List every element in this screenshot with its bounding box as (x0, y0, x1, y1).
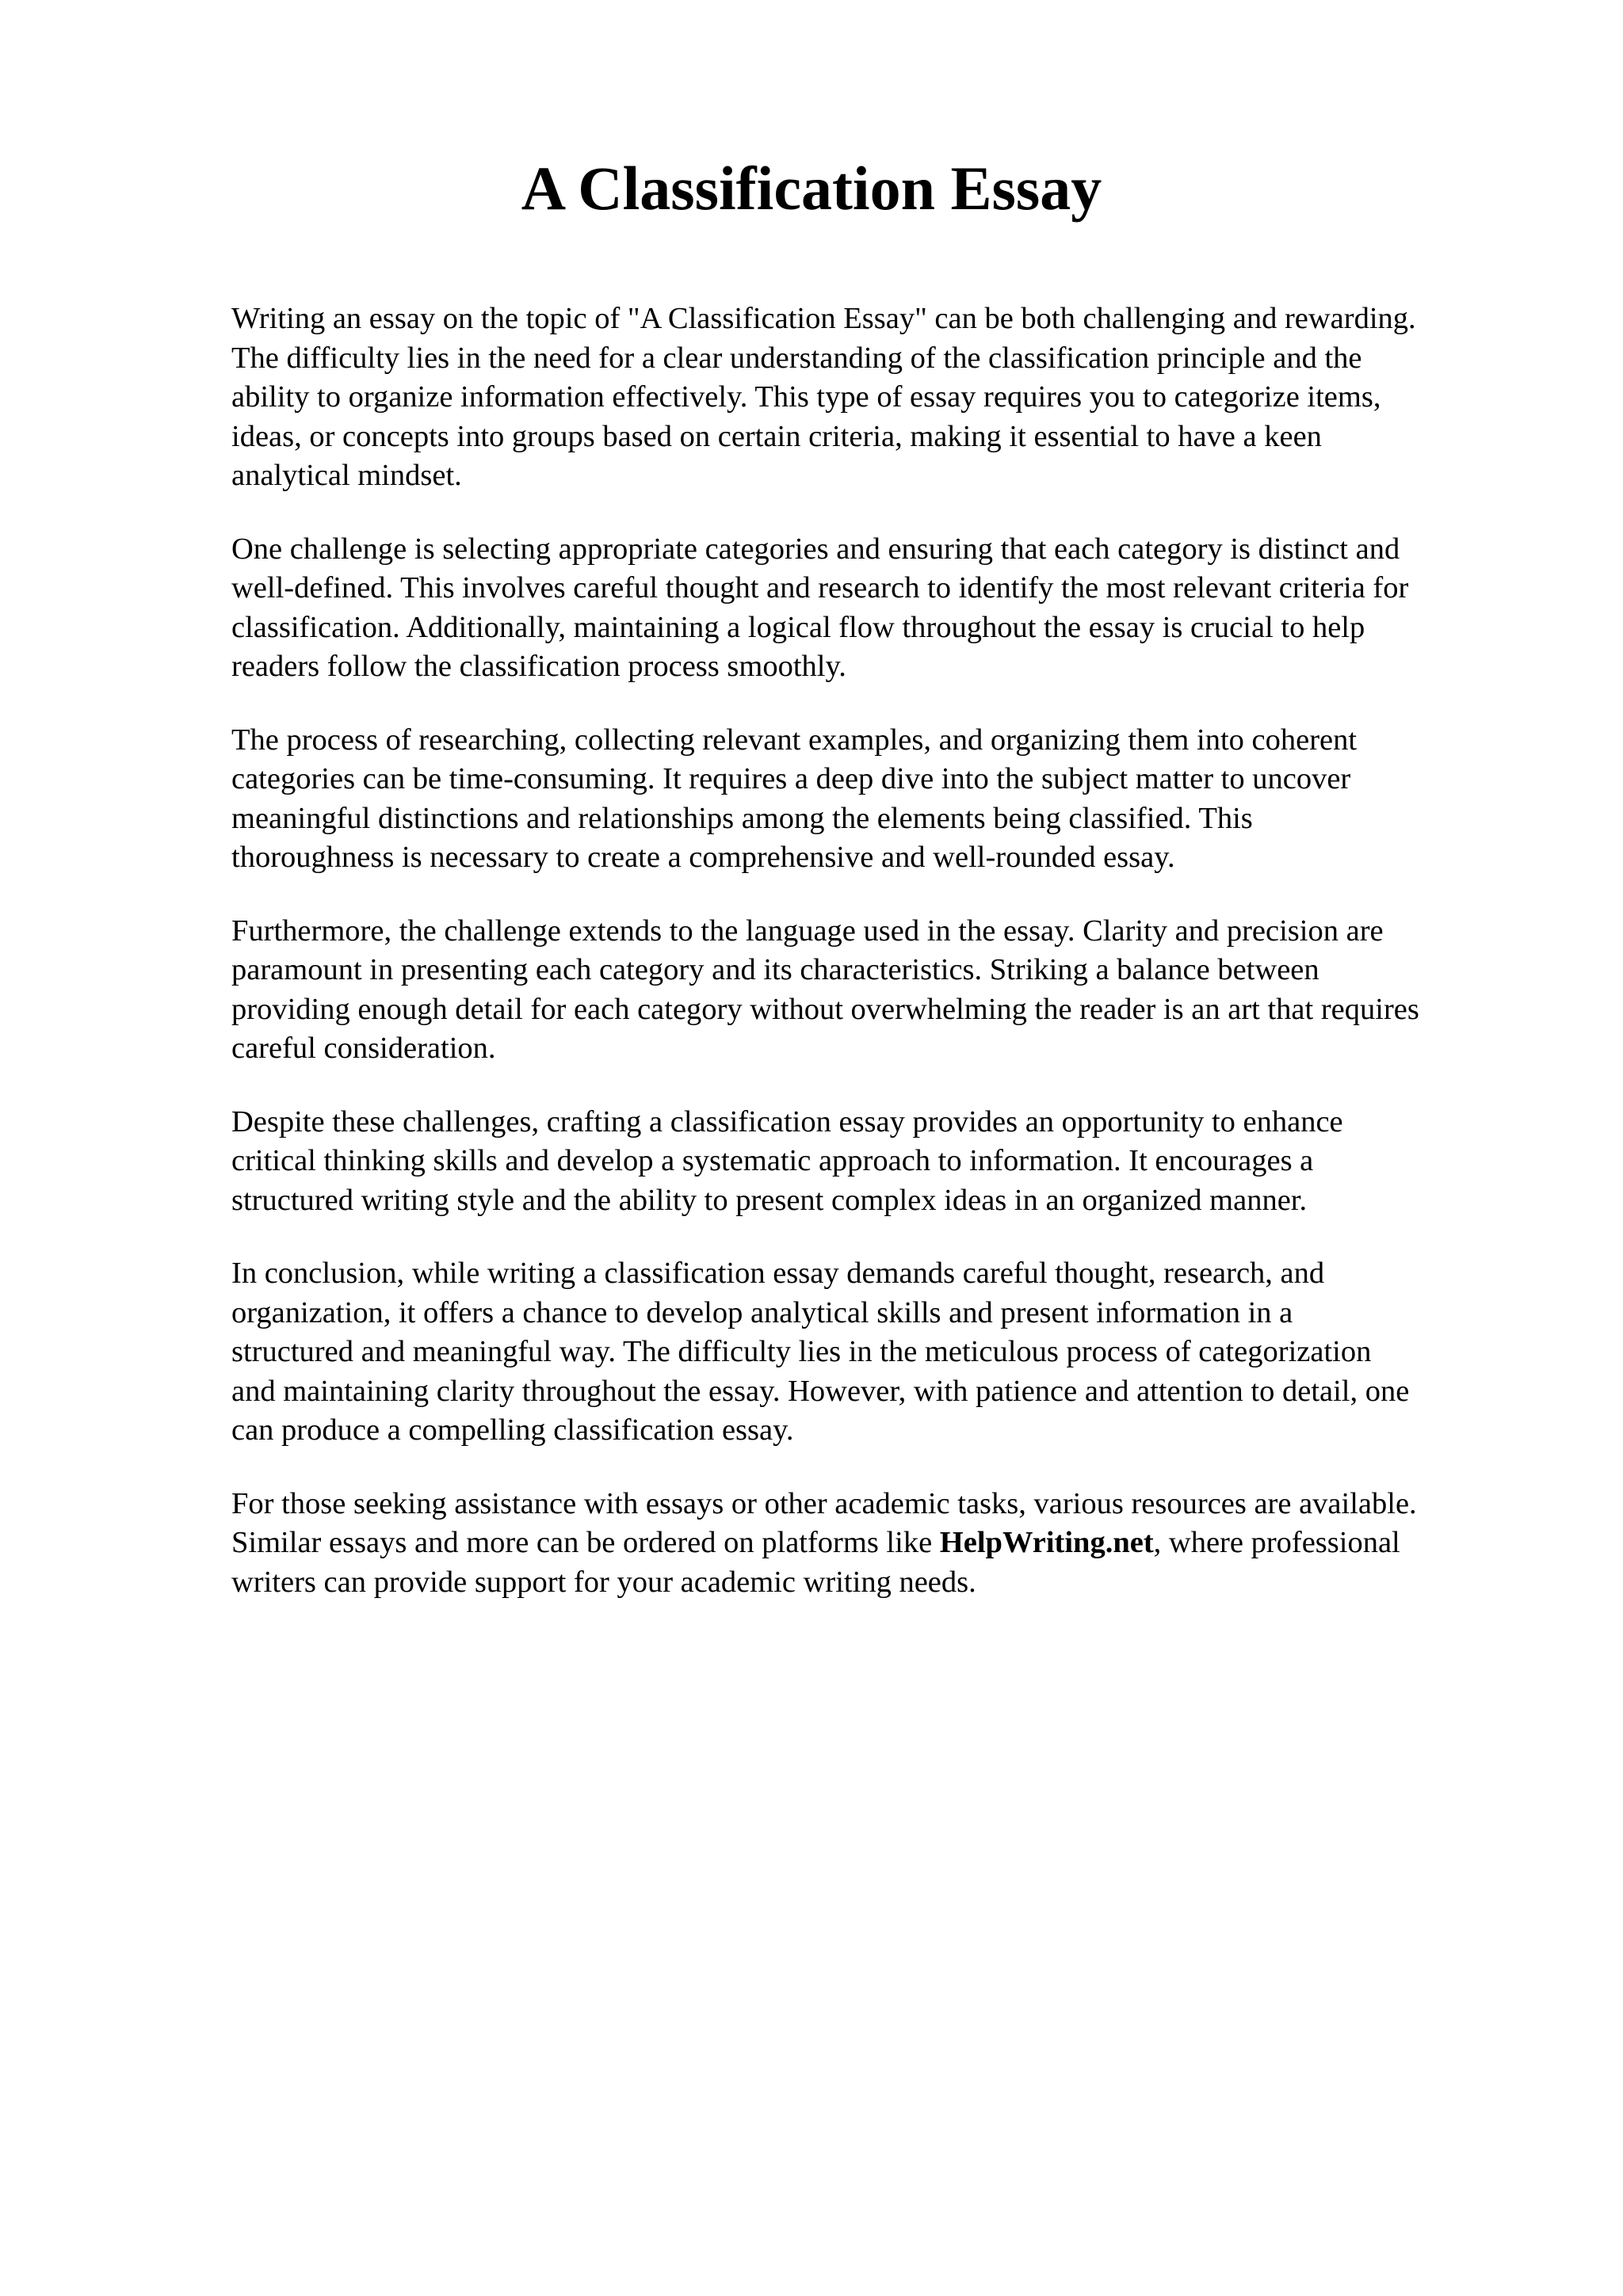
closing-paragraph (231, 1485, 1531, 1603)
text-line: can produce a compelling classification essay. (231, 1413, 794, 1447)
text-line: In conclusion, while writing a classification essay demands careful thought, research, and (231, 1257, 1325, 1290)
text-line: providing enough detail for each category without overwhelming the reader is an art that requires (231, 992, 1419, 1026)
document-title: A Classification Essay (521, 154, 1102, 223)
text-line: classification. Additionally, maintaining a logical flow throughout the essay is crucial to help (231, 610, 1365, 644)
helpwriting-link[interactable]: HelpWriting.net (939, 1526, 1154, 1559)
text-line: The process of researching, collecting relevant examples, and organizing them into coherent (231, 723, 1358, 757)
text-line: writers can provide support for your academic writing needs. (231, 1565, 976, 1599)
text-fragment: , where professional (1153, 1526, 1400, 1559)
paragraph-4 (231, 912, 1531, 1069)
text-line: For those seeking assistance with essays or other academic tasks, various resources are available. (231, 1486, 1417, 1520)
text-line: Furthermore, the challenge extends to the language used in the essay. Clarity and precision are (231, 913, 1384, 948)
paragraph-3 (231, 721, 1531, 878)
text-line: meaningful distinctions and relationships among the elements being classified. This (231, 801, 1253, 835)
paragraph-5 (231, 1103, 1531, 1221)
text-line: ability to organize information effectively. This type of essay requires you to categorize items, (231, 380, 1381, 414)
text-line: ideas, or concepts into groups based on certain criteria, making it essential to have a keen (231, 419, 1322, 453)
paragraph-6 (231, 1254, 1531, 1451)
text-line: organization, it offers a chance to develop analytical skills and present information in a (231, 1295, 1293, 1329)
text-line: Despite these challenges, crafting a classification essay provides an opportunity to enhance (231, 1104, 1343, 1138)
text-line: critical thinking skills and develop a systematic approach to information. It encourages a (231, 1144, 1314, 1177)
text-line: structured and meaningful way. The difficulty lies in the meticulous process of categorization (231, 1335, 1372, 1368)
text-line: and maintaining clarity throughout the essay. However, with patience and attention to detail, one (231, 1374, 1410, 1408)
document-body (231, 299, 1531, 1636)
text-fragment: Similar essays and more can be ordered on platforms like (231, 1526, 940, 1559)
text-line: paramount in presenting each category and its characteristics. Striking a balance between (231, 953, 1319, 986)
text-line: categories can be time-consuming. It requires a deep dive into the subject matter to uncover (231, 762, 1351, 795)
text-line: The difficulty lies in the need for a clear understanding of the classification principle and the (231, 341, 1362, 375)
text-line: well-defined. This involves careful thought and research to identify the most relevant criteria for (231, 571, 1409, 605)
text-line: analytical mindset. (231, 459, 462, 492)
paragraph-2 (231, 530, 1531, 687)
text-line: structured writing style and the ability to present complex ideas in an organized manner. (231, 1183, 1308, 1217)
text-line: thoroughness is necessary to create a comprehensive and well-rounded essay. (231, 841, 1175, 874)
text-line-with-link (231, 1524, 1531, 1563)
text-line: One challenge is selecting appropriate categories and ensuring that each category is distinct and (231, 532, 1400, 566)
text-line: careful consideration. (231, 1032, 496, 1065)
text-line: readers follow the classification process smoothly. (231, 650, 846, 683)
paragraph-1 (231, 299, 1531, 496)
text-line: Writing an essay on the topic of "A Classification Essay" can be both challenging and rewarding. (231, 302, 1416, 335)
